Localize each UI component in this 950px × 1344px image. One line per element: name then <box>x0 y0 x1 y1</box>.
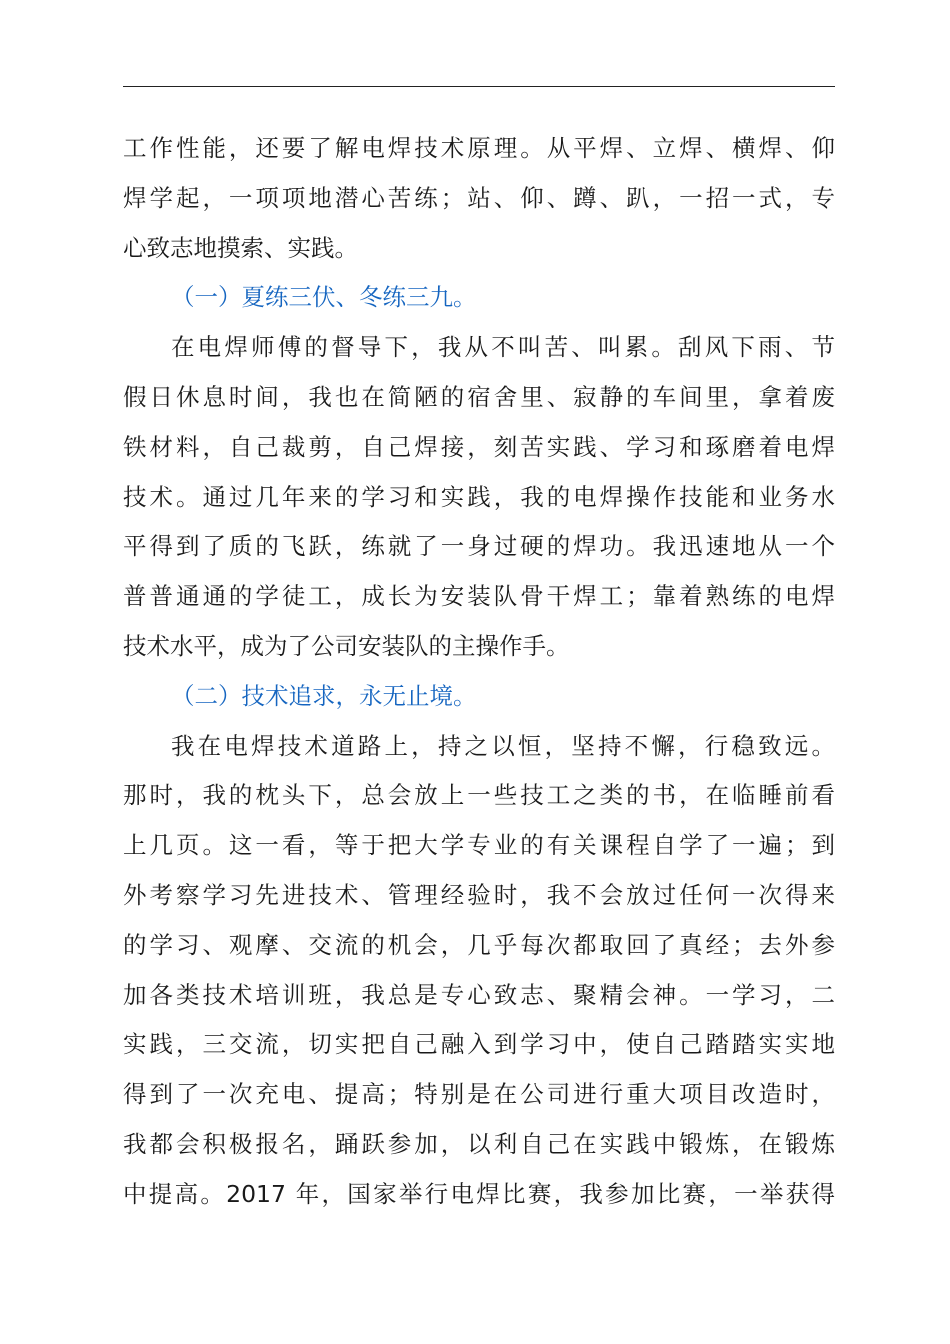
paragraph-line: 实践，三交流，切实把自己融入到学习中，使自己踏踏实实地 <box>123 1030 835 1059</box>
paragraph-line: 上几页。这一看，等于把大学专业的有关课程自学了一遍；到 <box>123 831 835 860</box>
paragraph-line: 我都会积极报名，踊跃参加，以利自己在实践中锻炼，在锻炼 <box>123 1129 835 1158</box>
paragraph-line: 在电焊师傅的督导下，我从不叫苦、叫累。刮风下雨、节 <box>171 333 835 362</box>
paragraph-line: 那时，我的枕头下，总会放上一些技工之类的书，在临睡前看 <box>123 781 835 810</box>
paragraph-line: 技术水平，成为了公司安装队的主操作手。 <box>123 631 570 660</box>
header-rule <box>123 86 835 87</box>
document-body <box>123 124 835 1220</box>
paragraph-line: 铁材料，自己裁剪，自己焊接，刻苦实践、学习和琢磨着电焊 <box>123 432 835 461</box>
paragraph-line: 中提高。2017 年，国家举行电焊比赛，我参加比赛，一举获得 <box>123 1179 835 1208</box>
paragraph-line: 心致志地摸索、实践。 <box>123 233 358 262</box>
paragraph-line: 假日休息时间，我也在简陋的宿舍里、寂静的车间里，拿着废 <box>123 382 835 411</box>
paragraph-line: 平得到了质的飞跃，练就了一身过硬的焊功。我迅速地从一个 <box>123 532 835 561</box>
paragraph-line: 技术。通过几年来的学习和实践，我的电焊操作技能和业务水 <box>123 482 835 511</box>
paragraph-line: 焊学起，一项项地潜心苦练；站、仰、蹲、趴，一招一式，专 <box>123 183 835 212</box>
paragraph-line: 外考察学习先进技术、管理经验时，我不会放过任何一次得来 <box>123 880 835 909</box>
paragraph-line: 工作性能，还要了解电焊技术原理。从平焊、立焊、横焊、仰 <box>123 134 835 162</box>
paragraph-line: 普普通通的学徒工，成长为安装队骨干焊工；靠着熟练的电焊 <box>123 582 835 611</box>
section-heading-2: （二）技术追求，永无止境。 <box>171 681 477 710</box>
paragraph-line: 的学习、观摩、交流的机会，几乎每次都取回了真经；去外参 <box>123 930 835 959</box>
paragraph-line: 加各类技术培训班，我总是专心致志、聚精会神。一学习，二 <box>123 980 835 1009</box>
section-heading-1: （一）夏练三伏、冬练三九。 <box>171 283 477 312</box>
paragraph-line: 我在电焊技术道路上，持之以恒，坚持不懈，行稳致远。 <box>171 731 835 760</box>
paragraph-line: 得到了一次充电、提高；特别是在公司进行重大项目改造时， <box>123 1080 835 1109</box>
